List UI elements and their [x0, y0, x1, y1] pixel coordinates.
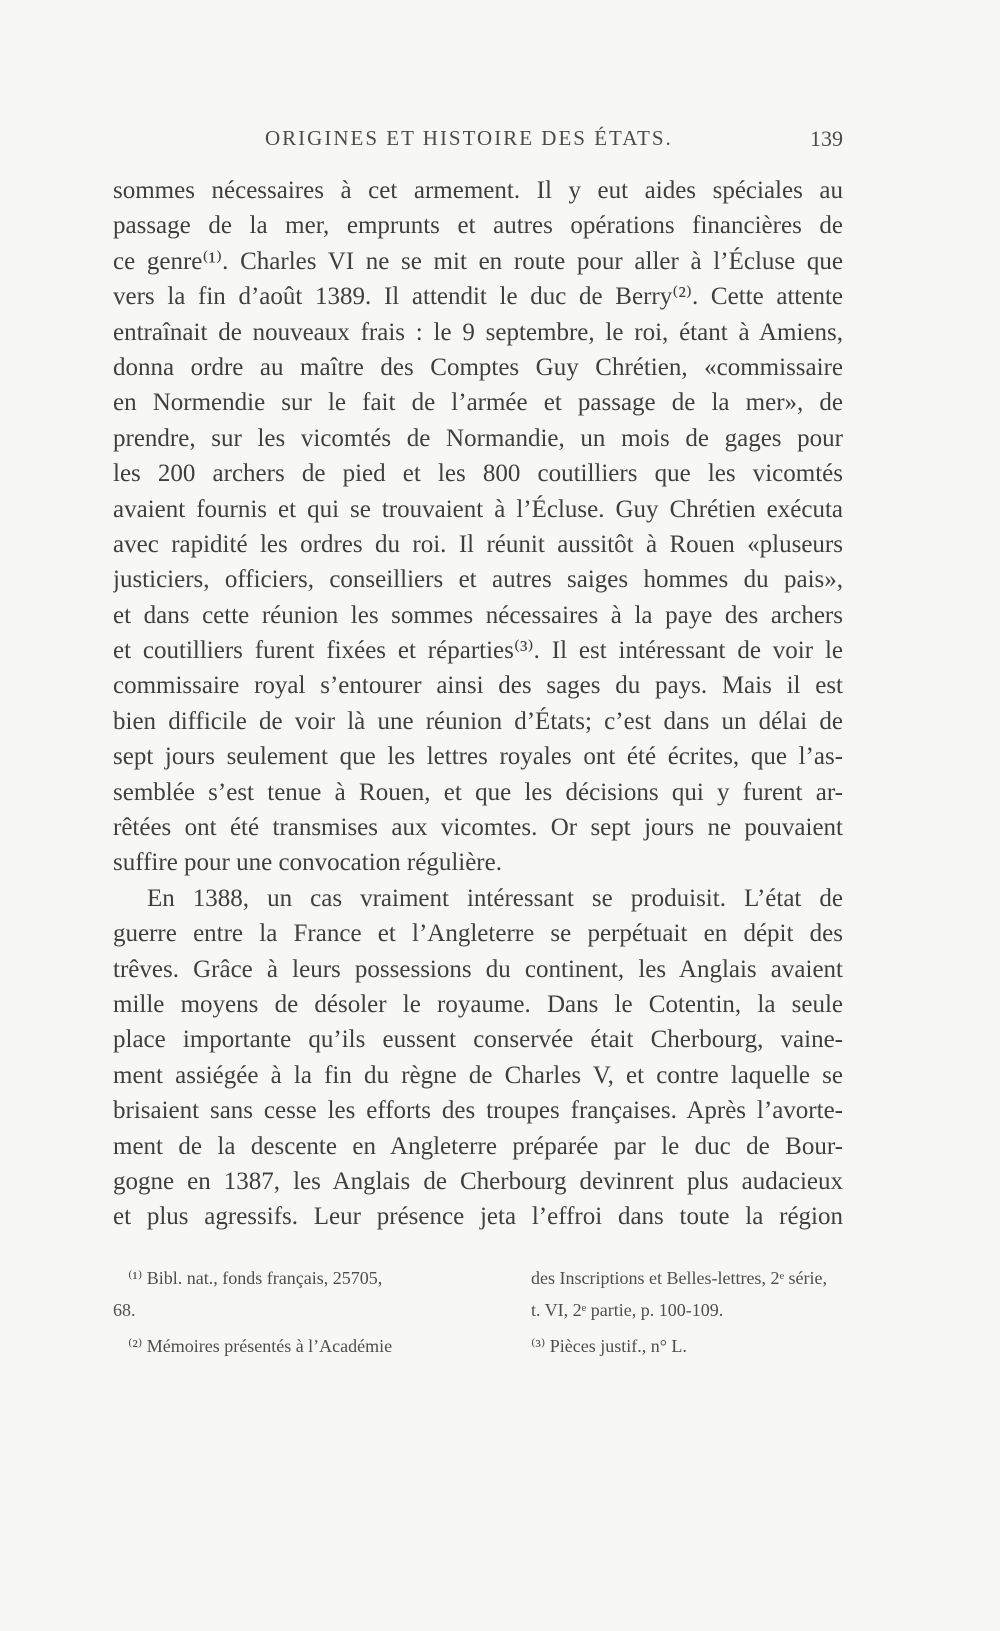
text-line: donna ordre au maître des Comptes Guy Chrétien, «commissaire [113, 353, 843, 381]
text-line: ce genre⁽¹⁾. Charles VI ne se mit en route pour aller à l’Écluse que [113, 247, 843, 275]
footnote-line: des Inscriptions et Belles-lettres, 2ᵉ série, [531, 1268, 828, 1288]
text-line: suffire pour une convocation régulière. [113, 849, 502, 877]
footnote-line: ⁽²⁾ Mémoires présentés à l’Académie [128, 1336, 393, 1356]
footnote-line: ⁽³⁾ Pièces justif., n° L. [531, 1336, 687, 1356]
footnotes-left-column [113, 1262, 483, 1362]
text-line: avaient fournis et qui se trouvaient à l’Écluse. Guy Chrétien exécuta [113, 495, 843, 523]
text-line: justiciers, officiers, conseilliers et autres saiges hommes du pais», [113, 566, 843, 594]
footnote-line: ⁽¹⁾ Bibl. nat., fonds français, 25705, [128, 1268, 383, 1288]
text-line: place importante qu’ils eussent conservée était Cherbourg, vaine- [113, 1026, 843, 1054]
text-line: ment de la descente en Angleterre préparée par le duc de Bour- [113, 1132, 843, 1160]
text-line: brisaient sans cesse les efforts des troupes françaises. Après l’avorte- [113, 1097, 843, 1125]
text-line: vers la fin d’août 1389. Il attendit le duc de Berry⁽²⁾. Cette attente [113, 283, 843, 311]
page-number: 139 [810, 126, 843, 151]
text-line: entraînait de nouveaux frais : le 9 septembre, le roi, étant à Amiens, [113, 318, 843, 346]
text-line: les 200 archers de pied et les 800 coutilliers que les vicomtés [113, 460, 843, 488]
footnote-line: t. VI, 2ᵉ partie, p. 100-109. [531, 1300, 724, 1320]
text-line: gogne en 1387, les Anglais de Cherbourg devinrent plus audacieux [113, 1167, 843, 1195]
text-line: bien difficile de voir là une réunion d’États; c’est dans un délai de [113, 707, 843, 735]
running-head: ORIGINES ET HISTOIRE DES ÉTATS. [265, 126, 673, 150]
text-line: sept jours seulement que les lettres royales ont été écrites, que l’as- [113, 743, 843, 771]
text-line: trêves. Grâce à leurs possessions du continent, les Anglais avaient [113, 955, 843, 983]
text-line: et plus agressifs. Leur présence jeta l’effroi dans toute la région [113, 1203, 843, 1231]
text-line: et dans cette réunion les sommes nécessaires à la paye des archers [113, 601, 843, 629]
page-header [115, 126, 843, 162]
text-line: commissaire royal s’entourer ainsi des sages du pays. Mais il est [113, 672, 843, 700]
footnotes-right-column [531, 1262, 843, 1362]
text-line: avec rapidité les ordres du roi. Il réunit aussitôt à Rouen «pluseurs [113, 530, 843, 558]
text-line: semblée s’est tenue à Rouen, et que les décisions qui y furent ar- [113, 778, 843, 806]
text-line: guerre entre la France et l’Angleterre se perpétuait en dépit des [113, 920, 843, 948]
paragraph-start-line: En 1388, un cas vraiment intéressant se produisit. L’état de [147, 884, 843, 912]
text-line: et coutilliers furent fixées et réparties⁽³⁾. Il est intéressant de voir le [113, 637, 843, 665]
footnote-line: 68. [113, 1300, 136, 1320]
text-line: mille moyens de désoler le royaume. Dans le Cotentin, la seule [113, 990, 843, 1018]
text-line: ment assiégée à la fin du règne de Charles V, et contre laquelle se [113, 1061, 843, 1089]
text-line: rêtées ont été transmises aux vicomtes. Or sept jours ne pouvaient [113, 814, 843, 842]
text-line: en Normendie sur le fait de l’armée et passage de la mer», de [113, 389, 843, 417]
text-line: sommes nécessaires à cet armement. Il y eut aides spéciales au [113, 177, 843, 204]
text-line: passage de la mer, emprunts et autres opérations financières de [113, 212, 843, 240]
text-line: prendre, sur les vicomtés de Normandie, un mois de gages pour [113, 424, 843, 452]
body-text [113, 173, 843, 1235]
